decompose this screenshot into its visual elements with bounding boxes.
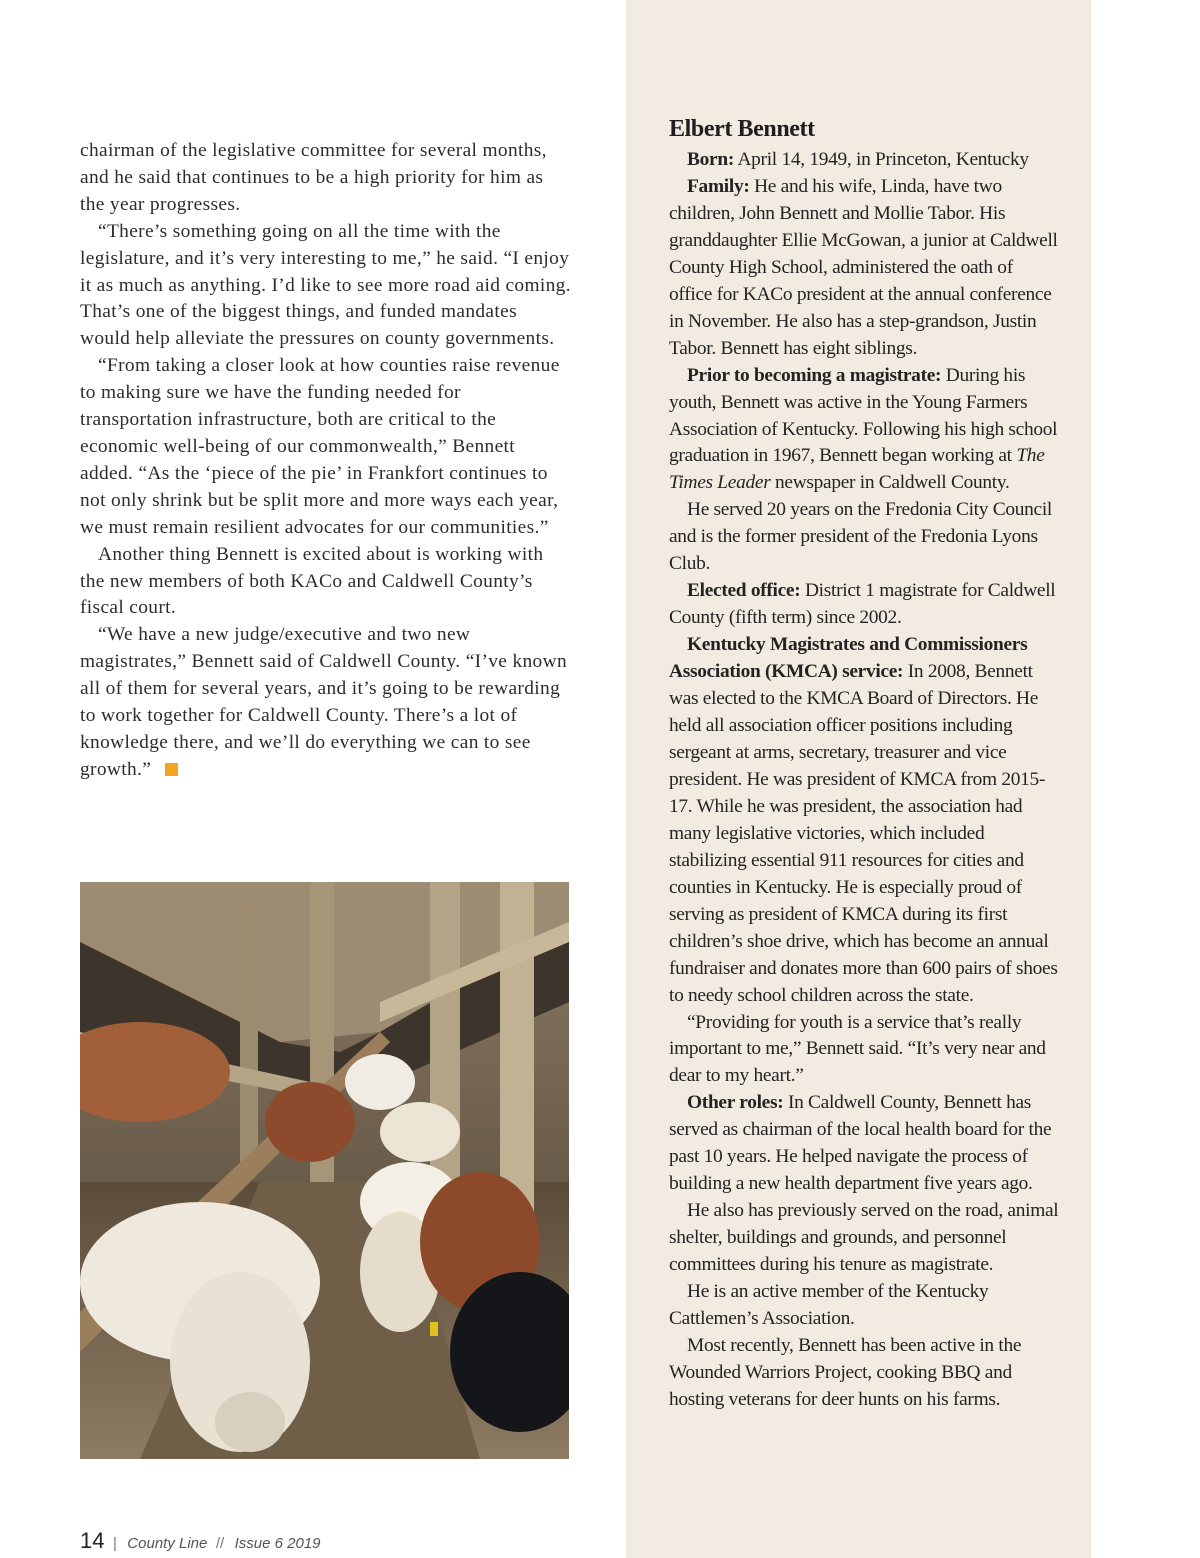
prior-entry <box>669 363 1059 498</box>
paragraph: “There’s something going on all the time with the legislature, and it’s very interesting to me,” he said. “I enjoy it as much as anything. I’d like to see more road aid coming. That’s one of the biggest things, and funded mandates would help alleviate the pressures on county governments. <box>80 220 571 350</box>
born-entry <box>669 147 1059 174</box>
kmca-label: Kentucky Magistrates and Commissioners Association (KMCA) service: <box>669 634 1028 683</box>
wounded-warriors-entry: Most recently, Bennett has been active in the Wounded Warriors Project, cooking BBQ and hosting veterans for deer hunts on his farms. <box>669 1334 1022 1410</box>
other-roles-text: In Caldwell County, Bennett has served as chairman of the local health board for the past 10 years. He helped navigate the process of building a new health department five years ago. <box>669 1092 1052 1195</box>
born-label: Born: <box>687 149 734 170</box>
other-roles-label: Other roles: <box>687 1092 784 1114</box>
paragraph: Another thing Bennett is excited about is working with the new members of both KACo and Caldwell County’s fiscal court. <box>80 543 544 619</box>
other-roles-entry <box>669 1090 1059 1198</box>
page-number: 14 <box>80 1528 105 1553</box>
cattlemen-entry: He is an active member of the Kentucky Cattlemen’s Association. <box>669 1281 989 1329</box>
publication-name: County Line <box>127 1535 208 1552</box>
prior-label: Prior to becoming a magistrate: <box>687 364 942 386</box>
sidebar-title: Elbert Bennett <box>669 116 815 142</box>
newspaper-name: The Times Leader <box>669 445 1045 494</box>
footer-divider: // <box>215 1535 225 1552</box>
family-entry <box>669 174 1059 363</box>
elected-text: District 1 magistrate for Caldwell County (fifth term) since 2002. <box>669 580 1056 629</box>
prior-text-end: newspaper in Caldwell County. <box>770 472 1010 494</box>
profile-sidebar <box>669 113 1059 1414</box>
kmca-text: In 2008, Bennett was elected to the KMCA Board of Directors. He held all association officer positions including sergeant at arms, secretary, treasurer and vice president. He was president of KMCA from 2015-17. While he was president, the association had many legislative victories, which included stabilizing essential 911 resources for cities and counties in Kentucky. He is especially proud of serving as president of KMCA during its first children’s shoe drive, which has become an annual fundraiser and donates more than 600 pairs of shoes to needy school children across the state. <box>669 661 1058 1006</box>
cattle-barn-photo <box>80 882 569 1459</box>
prior-text: During his youth, Bennett was active in the Young Farmers Association of Kentucky. Following his high school graduation in 1967, Bennett began working at <box>669 364 1058 467</box>
youth-quote: “Providing for youth is a service that’s really important to me,” Bennett said. “It’s very near and dear to my heart.” <box>669 1011 1046 1087</box>
elected-label: Elected office: <box>687 580 801 602</box>
paragraph: chairman of the legislative committee for several months, and he said that continues to be a high priority for him as the year progresses. <box>80 140 547 215</box>
article-body <box>80 138 572 784</box>
city-council-entry: He served 20 years on the Fredonia City Council and is the former president of the Fredonia Lyons Club. <box>669 499 1053 575</box>
paragraph-text: “We have a new judge/executive and two new magistrates,” Bennett said of Caldwell County. “I’ve known all of them for several years, and it’s going to be rewarding to work together for Caldwell County. There’s a lot of knowledge there, and we’ll do everything we can to see growth.” <box>80 624 567 780</box>
footer-separator: | <box>112 1535 117 1552</box>
end-of-story-mark <box>165 763 178 776</box>
page-footer <box>80 1528 321 1558</box>
closing-paragraph <box>80 622 572 783</box>
family-text: He and his wife, Linda, have two children, John Bennett and Mollie Tabor. His granddaughter Ellie McGowan, a junior at Caldwell County High School, administered the oath of office for KACo president at the annual conference in November. He also has a step-grandson, Justin Tabor. Bennett has eight siblings. <box>669 175 1058 359</box>
committees-entry: He also has previously served on the road, animal shelter, buildings and grounds, and personnel committees during his tenure as magistrate. <box>669 1200 1059 1276</box>
elected-entry <box>669 578 1059 632</box>
kmca-entry <box>669 632 1059 1009</box>
family-label: Family: <box>687 175 750 197</box>
paragraph: “From taking a closer look at how counties raise revenue to making sure we have the funding needed for transportation infrastructure, both are critical to the economic well-being of our commonwealth,” Bennett added. “As the ‘piece of the pie’ in Frankfort continues to not only shrink but be split more and more ways each year, we must remain resilient advocates for our communities.” <box>80 355 560 538</box>
issue-label: Issue 6 2019 <box>234 1535 321 1552</box>
born-text: April 14, 1949, in Princeton, Kentucky <box>733 149 1029 170</box>
